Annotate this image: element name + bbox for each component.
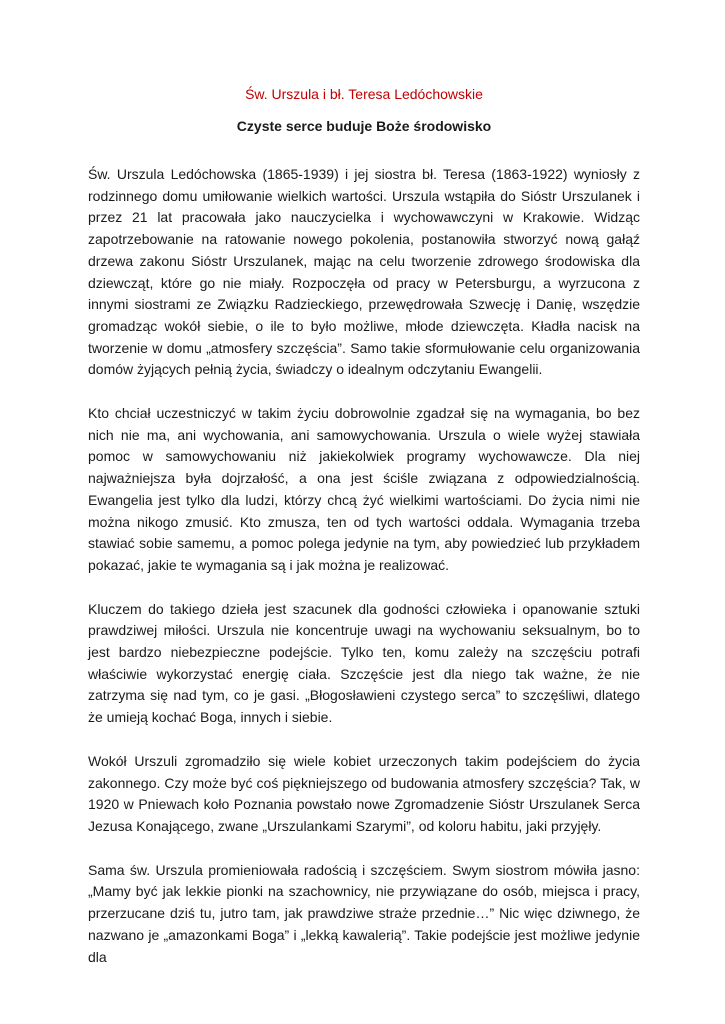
paragraph-1: Św. Urszula Ledóchowska (1865-1939) i jej siostra bł. Teresa (1863-1922) wyniosły z rodzinnego domu umiłowanie wielkich wartości. Urszula wstąpiła do Sióstr Urszulanek i przez 21 lat pracowała jako nauczycielka i wychowawczyni w Krakowie. Widząc zapotrzebowanie na ratowanie nowego pokolenia, postanowiła stworzyć nową gałąź drzewa zakonu Sióstr Urszulanek, mając na celu tworzenie zdrowego środowiska dla dziewcząt, które go nie miały. Rozpoczęła od pracy w Petersburgu, a wyrzucona z innymi siostrami ze Związku Radzieckiego, przewędrowała Szwecję i Danię, wszędzie gromadząc wokół siebie, o ile to było możliwe, młode dziewczęta. Kładła nacisk na tworzenie w domu „atmosfery szczęścia”. Samo takie sformułowanie celu organizowania domów żyjących pełnią życia, świadczy o idealnym odczytaniu Ewangelii.: [88, 166, 640, 378]
paragraph-3: Kluczem do takiego dzieła jest szacunek dla godności człowieka i opanowanie sztuki prawdziwej miłości. Urszula nie koncentruje uwagi na wychowaniu seksualnym, bo to jest bardzo niebezpieczne podejście. Tylko ten, komu zależy na szczęściu potrafi właściwie wykorzystać energię ciała. Szczęście jest dla niego tak ważne, że nie zatrzyma się nad tym, co je gasi. „Błogosławieni czystego serca” to szczęśliwi, dlatego że umieją kochać Boga, innych i siebie.: [88, 600, 640, 726]
paragraph-4: Wokół Urszuli zgromadziło się wiele kobiet urzeczonych takim podejściem do życia zakonnego. Czy może być coś piękniejszego od budowania atmosfery szczęścia? Tak, w 1920 w Pniewach koło Poznania powstało nowe Zgromadzenie Sióstr Urszulanek Serca Jezusa Konającego, zwane „Urszulankami Szarymi”, od koloru habitu, jaki przyjęły.: [88, 752, 640, 834]
document-subtitle: Czyste serce buduje Boże środowisko: [236, 118, 492, 134]
paragraph-2: Kto chciał uczestniczyć w takim życiu dobrowolnie zgadzał się na wymagania, bo bez nich nie ma, ani wychowania, ani samowychowania. Urszula o wiele wyżej stawiała pomoc w samowychowaniu niż jakiekolwiek programy wychowawcze. Dla niej najważniejsza była dojrzałość, a ona jest ściśle związana z odpowiedzialnością. Ewangelia jest tylko dla ludzi, którzy chcą żyć wielkimi wartościami. Do życia nimi nie można nikogo zmusić. Kto zmusza, ten od tych wartości oddala. Wymagania trzeba stawiać sobie samemu, a pomoc polega jedynie na tym, aby powiedzieć lub przykładem pokazać, jakie te wymagania są i jak można je realizować.: [88, 405, 640, 573]
document-body: [88, 164, 640, 990]
document-title: Św. Urszula i bł. Teresa Ledóchowskie: [245, 86, 483, 102]
paragraph-5: Sama św. Urszula promieniowała radością i szczęściem. Swym siostrom mówiła jasno: „Mamy być jak lekkie pionki na szachownicy, nie przywiązane do osób, miejsca i pracy, przerzucane dziś tu, jutro tam, jak prawdziwe straże przednie…” Nic więc dziwnego, że nazwano je „amazonkami Boga” i „lekką kawalerią”. Takie podejście jest możliwe jedynie dla: [88, 861, 640, 965]
